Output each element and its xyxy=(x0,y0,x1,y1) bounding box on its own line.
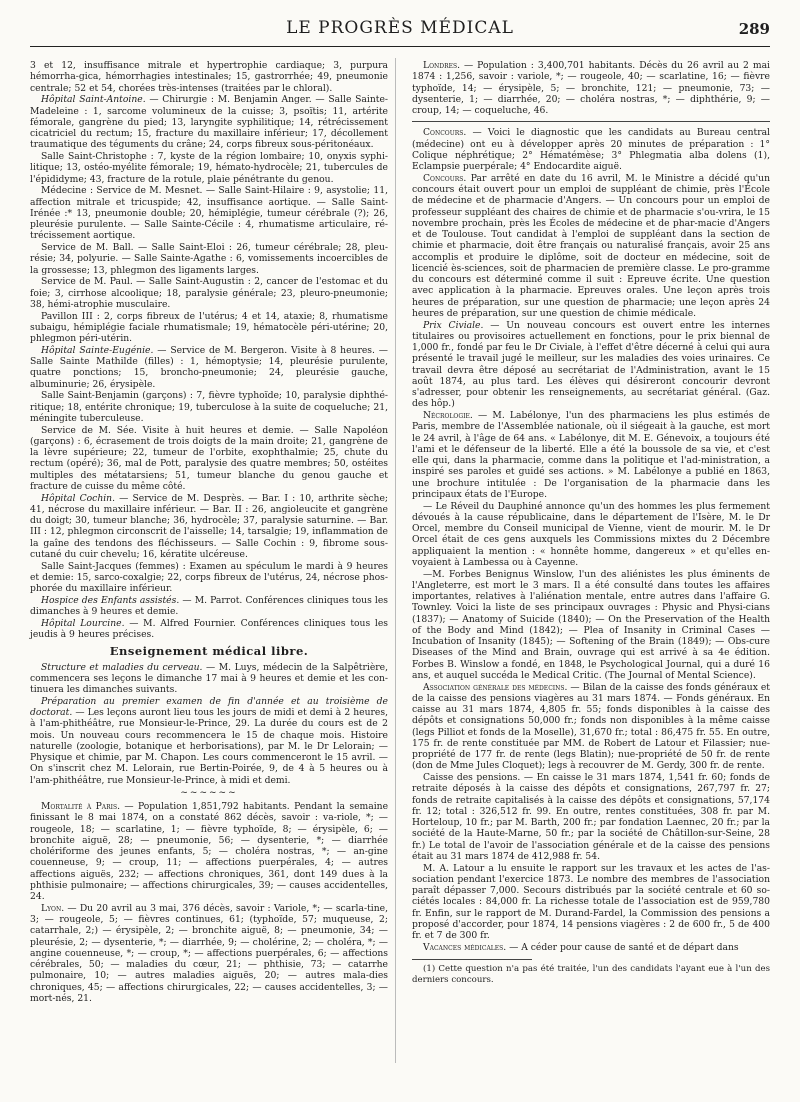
paragraph-text: — Service de M. Bergeron. Visite à 8 heures. — Salle Sainte Mathilde (filles) : 1, hémoptysie; 14, pleurésie purulente, quatre ponctions; 15, broncho-pneumonie; 24, pleurésie gauche, albuminurie; 26, érysipèle. xyxy=(30,344,388,390)
heading-inline: Lyon. xyxy=(41,902,65,914)
paragraph-text: — M. Alfred Fournier. Conférences cliniques tous les jeudis à 9 heures précises. xyxy=(30,617,388,640)
paragraph-text: — Service de M. Desprès. — Bar. I : 10, arthrite sèche; 41, nécrose du maxillaire inférieur. — Bar. II : 26, angioleucite et gangrène du doigt; 30, tumeur blanche; 36, hydrocèle; 37, paralysie saturnine. — Bar. III : 12, phlegmon circonscrit de l'aisselle; 14, tarsalgie; 19, inflammation de la gaîne des tendons des fléchisseurs. — Salle Cochin : 9, fibrome sous-cutané du cuir chevelu; 16, kératite ulcéreuse. xyxy=(30,492,388,560)
paragraph: Service de M. Sée. Visite à huit heures et demie. — Salle Napoléon (garçons) : 6, écrasement de trois doigts de la main droite; 21, gangrène de la lèvre supérieure; 22, tumeur de l'orbite, exophthalmie; 25, chute du rectum (opéré); 36, mal de Pott, paralysie des quatre membres; 50, ostéites multiples des métatarsiens; 51, tumeur blanche du genou gauche et fracture de cuisse du même côté. xyxy=(30,424,388,492)
paragraph: Service de M. Paul. — Salle Saint-Augustin : 2, cancer de l'estomac et du foie; 3, cirrhose alcoolique; 18, paralysie générale; 23, pleuro-pneumonie; 38, hémi-atrophie musculaire. xyxy=(30,276,388,310)
paragraph xyxy=(30,662,388,696)
paragraph: Service de M. Ball. — Salle Saint-Eloi : 26, tumeur cérébrale; 28, pleu-résie; 34, polyurie. — Salle Sainte-Agathe : 6, vomissements incoercibles de la grossesse; 13, phlegmon des ligaments larges. xyxy=(30,242,388,276)
footnote: (1) Cette question n'a pas été traitée, l'un des candidats l'ayant eue à l'un des derniers concours. xyxy=(412,964,770,985)
paragraph: Pavillon III : 2, corps fibreux de l'utérus; 4 et 14, ataxie; 8, rhumatisme subaigu, hémiplégie faciale rhumatismale; 19, hématocèle péri-utérine; 20, phlegmon péri-utérin. xyxy=(30,310,388,344)
left-column xyxy=(30,60,388,1005)
heading-inline: Vacances médicales. xyxy=(423,941,507,953)
heading-inline: Concours. xyxy=(423,127,467,139)
paragraph-text: — M. Luys, médecin de la Salpêtrière, commencera ses leçons le dimanche 17 mai à 9 heures et demie et les con-tinuera les dimanches suivants. xyxy=(30,661,389,695)
heading-inline: Hôpital Sainte-Eugénie. xyxy=(41,344,154,356)
paragraph: Caisse des pensions. — En caisse le 31 mars 1874, 1,541 fr. 60; fonds de retraite déposés à la caisse des dépôts et consignations, 267,797 fr. 27; fonds de retraite capitalisés à la caisse des dépôts et consignations, 57,174 fr. 12; total : 326,512 fr. 99. En outre, rentes constituées, 308 fr. par M. Horteloup, 10 fr.; par M. Barth, 200 fr.; par fondation Laennec, 20 fr.; par la société de la Haute-Marne, 50 fr.; par la société de Châtillon-sur-Seine, 28 fr.) Le total de l'avoir de l'association générale et de la caisse des pensions était au 31 mars 1874 de 412,988 fr. 54. xyxy=(412,772,770,862)
paragraph: Salle Saint-Jacques (femmes) : Examen au spéculum le mardi à 9 heures et demie: 15, sarco-coxalgie; 22, corps fibreux de l'utérus, 24, nécrose phos-phorée du maxillaire inférieur. xyxy=(30,560,388,594)
paragraph: 3 et 12, insuffisance mitrale et hypertrophie cardiaque; 3, purpura hémorrha-gica, hémorrhagies intestinales; 15, gastrorrhée; 49, pneumonie centrale; 52 et 54, chorées très-intenses (traitées par le chloral). xyxy=(30,60,388,94)
heading-inline: Hôpital Lourcine. xyxy=(41,617,125,629)
paragraph xyxy=(30,595,388,618)
heading-inline: Hôpital Saint-Antoine. xyxy=(41,94,146,106)
paragraph xyxy=(412,682,770,772)
paragraph xyxy=(30,696,388,786)
heading-inline: Mortalité à Paris. xyxy=(41,801,121,812)
paragraph-text: — Population : 3,400,701 habitants. Décès du 26 avril au 2 mai 1874 : 1,256, savoir : variole, *; — rougeole, 40; — scarlatine, 16; — fièvre typhoïde, 14; — érysipèle, 5; — bronchite, 121; — pneumonie, 73; — dysenterie, 1; — diarrhée, 20; — choléra nostras, *; — diphthérie, 9; — croup, 14; — coqueluche, 46. xyxy=(412,60,770,116)
page-number: 289 xyxy=(738,20,770,38)
paragraph-text: — A céder pour cause de santé et de départ dans xyxy=(506,941,739,953)
paragraph-text: — Voici le diagnostic que les candidats au Bureau central (médecine) ont eu à développer après 20 minutes de préparation : 1° Colique néphrétique; 2° Hématémèse; 3° Phlegmatia alba dolens (1), Eclampsie puerpérale; 4° Endocardite aiguë. xyxy=(412,127,770,172)
paragraph xyxy=(30,801,388,902)
heading-inline: Hôpital Cochin. xyxy=(41,492,116,504)
paragraph-text: Par arrêté en date du 16 avril, M. le Ministre a décidé qu'un concours était ouvert pour un emploi de suppléant de chimie, près l'École de médecine et de pharmacie d'Angers. — Un concours pour un emploi de professeur suppléant des chaires de chimie et de pharmacie s'ou-vrira, le 15 novembre prochain, près les Écoles de médecine et de phar-macie d'Angers et de Toulouse. Tout candidat à l'emploi de suppléant dans la section de chimie et pharmacie, doit être français ou naturalisé français, avoir 25 ans accomplis et produire le diplôme, soit de docteur en médecine, soit de licencié ès-sciences, soit de pharmacien de première classe. Le pro-gramme du concours est déterminé comme il suit : Epreuve écrite. Une question avec application à la pharmacie. Epreuves orales. Une leçon après trois heures de préparation, sur une question de pharmacie; une leçon après 24 heures de préparation, sur une question de chimie médicale. xyxy=(412,172,770,319)
paragraph: — Le Réveil du Dauphiné annonce qu'un des hommes les plus fermement dévoués à la cause républicaine, dans le département de l'Isère, M. le Dr Orcel, membre du Conseil municipal de Vienne, vient de mourir. M. le Dr Orcel était de ces gens auxquels les Commissions mixtes du 2 Décembre appliquaient la mention : « honnête homme, dangereux » et qu'elles en-voyaient à Lambessa ou à Cayenne. xyxy=(412,500,770,568)
footnote-rule xyxy=(412,959,532,960)
paragraph: Médecine : Service de M. Mesnet. — Salle Saint-Hilaire : 9, asystolie; 11, affection mitrale et tricuspide; 42, insuffisance aortique. — Salle Saint-Irénée :* 13, pneumonie double; 20, hémiplégie, tumeur cérébrale (?); 26, pleurésie purulente. — Salle Sainte-Cécile : 4, rhumatisme articulaire, ré-trécissement aortique. xyxy=(30,185,388,242)
paragraph: Salle Saint-Benjamin (garçons) : 7, fièvre typhoïde; 10, paralysie diphthé-ritique; 18, entérite chronique; 19, tuberculose à la suite de coqueluche; 21, méningite tuberculeuse. xyxy=(30,390,388,424)
journal-title: LE PROGRÈS MÉDICAL xyxy=(286,18,514,38)
paragraph-text: — Les leçons auront lieu tous les jours de midi et demi à 2 heures, à l'am-phithéâtre, rue Monsieur-le-Prince, 29. La durée du cours est de 2 mois. Un nouveau cours recommencera le 15 de chaque mois. Histoire naturelle (zoologie, botanique et herborisations), par M. le Dr Lelorain; — Physique et chimie, par M. Chapon. Les cours commenceront le 15 avril. — On s'inscrit chez M. Lelorain, rue Bertin-Poirée, 9, de 4 à 5 heures ou à l'am-phithéâtre, rue Monsieur-le-Prince, à midi et demi. xyxy=(30,707,388,786)
heading-inline: Londres. xyxy=(423,60,461,71)
heading-inline: Préparation au premier examen de fin d'année et au troisième de doctorat. xyxy=(30,695,388,718)
paragraph-text: — Population 1,851,792 habitants. Pendant la semaine finissant le 8 mai 1874, on a constaté 862 décès, savoir : va-riole, *; — rougeole, 18; — scarlatine, 1; — fièvre typhoïde, 8; — érysipèle, 6; — bronchite aiguë, 28; — pneumonie, 56; — dysenterie, *; — diarrhée cholériforme des jeunes enfants, 5; — choléra nostras, *; — an-gine couenneuse, 9; — croup, 11; — affections puerpérales, 4; — autres affections aiguës, 232; — affections chroniques, 361, dont 149 dues à la phthisie pulmonaire; — affections chirurgicales, 39; — causes accidentelles, 24. xyxy=(30,801,389,902)
paragraph-text: — Bilan de la caisse des fonds généraux et de la caisse des pensions viagères au 31 mars 1874. — Fonds généraux. En caisse au 31 mars 1874, 4,805 fr. 55; fonds disponibles à la caisse des dépôts et consignations 50,000 fr.; fonds non disponibles à la même caisse (legs Pilliot et fonds de la Moselle), 31,670 fr.; total : 86,475 fr. 55. En outre, 175 fr. de rente constituée par MM. de Robert de Latour et Filassier; nue-propriété de 177 fr. de rente (legs Blatin); nue-propriété de 50 fr. de rente (don de Mme Jules Cloquet); legs à recouvrer de M. Gerdy, 300 fr. de rente. xyxy=(412,681,770,772)
paragraph xyxy=(412,127,770,172)
paragraph xyxy=(30,345,388,390)
paragraph-text: — M. Labélonye, l'un des pharmaciens les plus estimés de Paris, membre de l'Assemblée nationale, où il siégeait à la gauche, est mort le 24 avril, à l'âge de 64 ans. « Labélonye, dit M. E. Génevoix, a toujours été l'ami et le défenseur de la liberté. Elle a été la boussole de sa vie, et c'est elle qui, dans la pharmacie, comme dans la politique et l'ad-ministration, a inspiré ses paroles et guidé ses actions. » M. Labélonye a publié en 1863, une brochure intitulée : De l'organisation de la pharmacie dans les principaux états de l'Europe. xyxy=(412,410,770,500)
right-column xyxy=(412,60,770,986)
paragraph xyxy=(412,410,770,500)
paragraph xyxy=(30,618,388,641)
paragraph xyxy=(30,903,388,1004)
paragraph-text: — Un nouveau concours est ouvert entre les internes titulaires ou provisoires actuellement en fonctions, pour le prix biennal de 1,000 fr., fondé par feu le Dr Civiale, à l'effet d'être décerné à celui qui aura présenté le travail jugé le meilleur, sur les maladies des voies urinaires. Ce travail devra être déposé au secrétariat de l'Administration, avant le 15 août 1874, au plus tard. Les élèves qui désireront concourir devront s'adresser, pour obtenir les renseignements, au secrétariat général. (Gaz. des hôp.) xyxy=(412,319,771,410)
paragraph-text: — M. Parrot. Conférences cliniques tous les dimanches à 9 heures et demie. xyxy=(30,594,389,617)
heading-inline: Prix Civiale. xyxy=(423,319,484,331)
ornament-divider: ~~~~~~ xyxy=(180,787,238,798)
heading-inline: Association générale des médecins. xyxy=(423,681,568,693)
heading-inline: Structure et maladies du cerveau. xyxy=(41,661,203,673)
paragraph-text: — Chirurgie : M. Benjamin Anger. — Salle Sainte-Madeleine : 1, sarcome volumineux de la cuisse; 3, psoïtis; 11, artérite fémorale, gangrène du pied; 13, laryngite syphilitique; 14, rétrécissement cicatriciel du rectum; 15, fracture du maxillaire inférieur; 17, décollement traumatique des téguments du crâne; 24, corps fibreux sous-péritonéaux. xyxy=(30,94,388,151)
section-title: Enseignement médical libre. xyxy=(109,644,309,659)
paragraph xyxy=(30,493,388,561)
heading-inline: Concours. xyxy=(423,172,467,184)
paragraph: M. A. Latour a lu ensuite le rapport sur les travaux et les actes de l'as-sociation pendant l'exercice 1873. Le nombre des membres de l'association paraît dépasser 7,000. Secours distribués par la société centrale et 60 so-ciétés locales : 84,000 fr. La richesse totale de l'association est de 959,780 fr. Enfin, sur le rapport de M. Durand-Fardel, la Commission des pensions a proposé d'accorder, pour 1874, 14 pensions viagères : 2 de 600 fr., 5 de 400 fr. et 7 de 300 fr. xyxy=(412,862,770,941)
paragraph xyxy=(30,94,388,150)
section-rule xyxy=(412,121,770,122)
heading-inline: Hospice des Enfants assistés. xyxy=(41,594,180,606)
page-header xyxy=(30,18,770,44)
paragraph xyxy=(412,320,770,410)
paragraph xyxy=(412,942,770,953)
paragraph: —M. Forbes Benignus Winslow, l'un des aliénistes les plus éminents de l'Angleterre, est mort le 3 mars. Il a été consulté dans toutes les affaires importantes, relatives à l'aliénation mentale, entre autres dans l'affaire G. Townley. Voici la liste de ses principaux ouvrages : Physic and Physi-cians (1837); — Anatomy of Suicide (1840); — On the Preservation of the Health of the Body and Mind (1842); — Plea of Insanity in Criminal Cases — Incubation of Insanity (1845); — Softening of the Brain (1849); — Obs-cure Diseases of the Mind and Brain, ouvrage qui est arrivé à sa 4e édition. Forbes B. Winslow a fondé, en 1848, le Psychological Journal, qui a duré 16 ans, et auquel succéda le Medical Critic. (The Journal of Mental Science). xyxy=(412,568,770,681)
paragraph: Salle Saint-Christophe : 7, kyste de la région lombaire; 10, onyxis syphi-litique; 13, ostéo-myélite fémorale; 19, hémato-hydrocèle; 21, tubercules de l'épididyme; 43, fracture de la rotule, plaie pénétrante du genou. xyxy=(30,151,388,185)
paragraph xyxy=(412,60,770,116)
paragraph-text: — Du 20 avril au 3 mai, 376 décès, savoir : Variole, *; — scarla-tine, 3; — rougeole, 5; — fièvres continues, 61; (typhoïde, 57; muqueuse, 2; catarrhale, 2;) — érysipèle, 2; — bronchite aiguë, 8; — pneumonie, 34; — pleurésie, 2; — dysenterie, *; — diarrhée, 9; — cholérine, 2; — choléra, *; — angine couenneuse, *; — croup, *; — affections puerpérales, 6; — affections cérébrales, 50; — maladies du cœur, 21; — phthisie, 73; — catarrhe pulmonaire, 10; — autres maladies aiguës, 20; — autres mala-dies chroniques, 45; — affections chirurgicales, 22; — causes accidentelles, 3; — mort-nés, 21. xyxy=(30,902,388,1004)
header-rule xyxy=(30,46,770,47)
column-divider xyxy=(395,58,396,1063)
paragraph xyxy=(412,173,770,319)
heading-inline: Nécrologie. xyxy=(423,410,473,421)
